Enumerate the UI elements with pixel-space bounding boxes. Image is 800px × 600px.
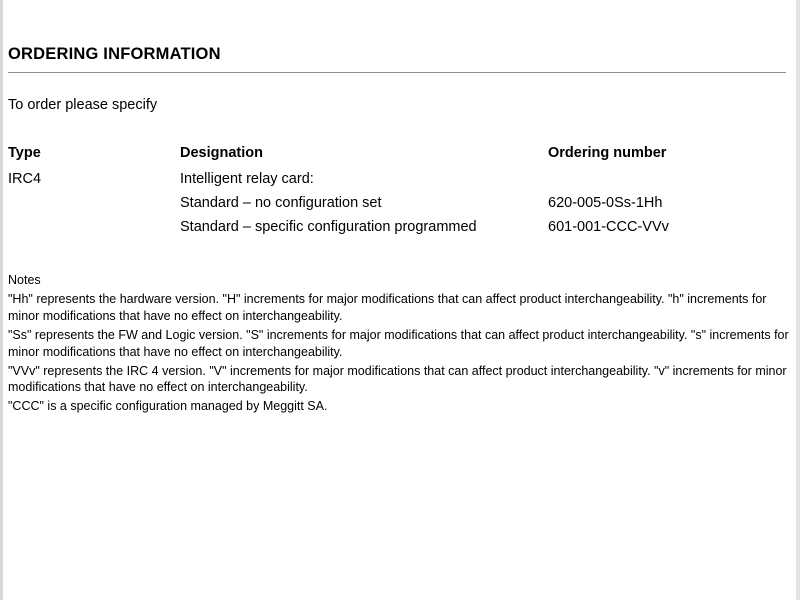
- page-content: [8, 0, 792, 417]
- cell-designation: Standard – specific configuration programmed: [180, 219, 477, 235]
- cell-ordering-number: 601-001-CCC-VVv: [548, 219, 669, 235]
- cell-type: IRC4: [8, 171, 42, 187]
- cell-type: [8, 191, 180, 215]
- notes-section: [8, 273, 790, 415]
- cell-ordering-number: [548, 167, 728, 191]
- title-divider: [8, 72, 786, 73]
- intro-text: To order please specify: [8, 97, 158, 113]
- cell-ordering-number: 620-005-0Ss-1Hh: [548, 195, 663, 211]
- note-item: "Hh" represents the hardware version. "H" increments for major modifications that can affect product interchangeability. "h" increments for minor modifications that have no effect on interchangeability.: [8, 292, 767, 323]
- page-left-edge: [0, 0, 3, 600]
- cell-type: [8, 215, 180, 239]
- notes-heading: Notes: [8, 273, 41, 287]
- page-right-edge: [796, 0, 800, 600]
- table-row: [8, 191, 728, 215]
- ordering-table: [8, 145, 728, 239]
- page-title: ORDERING INFORMATION: [8, 45, 221, 63]
- note-item: "VVv" represents the IRC 4 version. "V" increments for major modifications that can affect product interchangeability. "v" increments for minor modifications that have no effect on interchangeability.: [8, 363, 787, 395]
- note-item: "CCC" is a specific configuration managed by Meggitt SA.: [8, 399, 328, 414]
- cell-designation: Standard – no configuration set: [180, 195, 382, 211]
- column-header-type: Type: [8, 145, 41, 161]
- note-item: "Ss" represents the FW and Logic version. "S" increments for major modifications that can affect product interchangeability. "s" increments for minor modifications that have no effect on interchangeability.: [8, 327, 789, 359]
- table-row: [8, 215, 728, 239]
- cell-designation: Intelligent relay card:: [180, 171, 314, 187]
- column-header-designation: Designation: [180, 145, 263, 161]
- column-header-ordering-number: Ordering number: [548, 145, 667, 161]
- table-row: [8, 167, 728, 191]
- table-header-row: [8, 145, 728, 167]
